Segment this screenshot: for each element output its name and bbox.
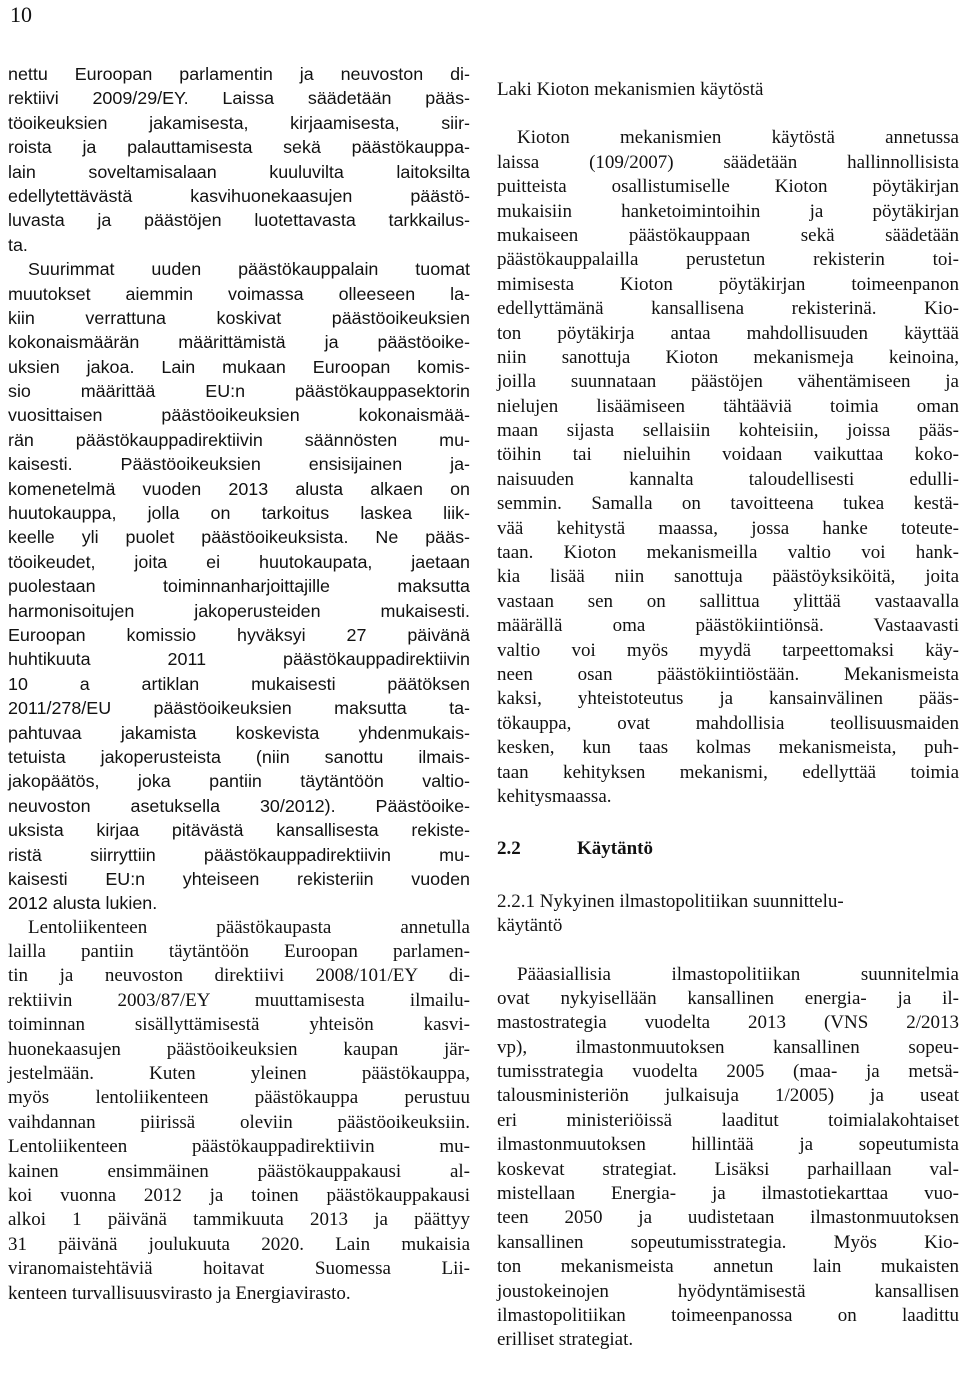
text-line: koskevat strategiat. Lisäksi parhaillaan val- — [497, 1158, 959, 1180]
text-line: kia lisää niin sanottuja päästöyksiköitä, joita — [497, 566, 959, 588]
text-line: 2012 alusta lukien. — [8, 893, 158, 914]
text-line: harmonisoitujen jakoperusteiden mukaisesti. — [8, 600, 470, 621]
section-number: 2.2 — [497, 838, 521, 860]
text-line: alkoi 1 päivänä tammikuuta 2013 ja päättyy — [8, 1209, 470, 1231]
text-line: mistellaan Energia- ja ilmastotiekarttaa vuo- — [497, 1183, 959, 1205]
text-line: kaisesti EU:n yhteiseen rekisteriin vuoden — [8, 868, 470, 889]
text-line: rektiivin 2003/87/EY muuttamisesta ilmailu- — [8, 989, 470, 1011]
text-line: mimisesta Kioton pöytäkirjan toimeenpanon — [497, 273, 959, 295]
text-line: joustokeinojen hyödyntämisestä kansallisen — [497, 1280, 959, 1302]
text-line: puitteista osallistumiselle Kioton pöytäkirjan — [497, 176, 959, 198]
text-line: ilmastopolitiikan toimeenpanossa on laadittu — [497, 1305, 959, 1326]
text-line: ta. — [8, 234, 28, 255]
text-line: erilliset strategiat. — [497, 1329, 634, 1351]
text-line: niin sanottuja Kioton mekanismeja keinoina, — [497, 346, 959, 368]
text-line: tin ja neuvoston direktiivi 2008/101/EY di- — [8, 965, 470, 987]
text-line: Lentoliikenteen päästökauppadirektiivin mu- — [8, 1136, 470, 1158]
text-line: Suurimmat uuden päästökauppalain tuomat — [28, 259, 470, 280]
text-line: taan kehityksen mekanismi, edellyttää toimia — [497, 761, 959, 783]
text-line: huonekaasujen päästöoikeuksien kaupan jär- — [8, 1038, 470, 1060]
text-line: tumisstrategia vuodelta 2005 (maa- ja metsä- — [497, 1061, 959, 1083]
text-line: naisuuden kannalta taloudellisesti edulli- — [497, 468, 959, 490]
text-line: nielujen lisäämiseen tähtääviä toimia oman — [497, 395, 959, 417]
section-heading — [497, 837, 959, 861]
text-line: kansallinen sopeutumisstrategia. Myös Kio- — [497, 1231, 959, 1253]
text-line: tökauppa, ovat mahdollisia teollisuusmaiden — [497, 712, 959, 734]
text-line: päästökauppalailla perustetun rekisterin toi- — [497, 249, 959, 271]
text-line: laissa (109/2007) säädetään hallinnollisista — [497, 151, 959, 173]
text-line: eri ministeriöissä laaditut toimialakohtaiset — [497, 1109, 959, 1131]
text-line: roista ja palauttamisesta sekä päästökauppa- — [8, 137, 470, 158]
text-line: semmin. Samalla on tavoitteena tukea kestä- — [497, 493, 959, 515]
text-line: 31 päivänä joulukuuta 2020. Lain mukaisia — [8, 1233, 470, 1255]
kyoto-law-paragraph — [497, 126, 959, 809]
right-column — [497, 62, 959, 1353]
text-line: lain soveltamisalaan kuuluvilta laitoksilta — [8, 161, 470, 182]
text-line: 10 a artiklan mukaisesti päätöksen — [8, 673, 470, 694]
text-line: 2011/278/EU päästöoikeuksien maksutta ta- — [8, 698, 470, 719]
text-line: käytäntö — [497, 915, 563, 937]
text-line: vastaan sen on sallittua ylittää vastaavalla — [497, 590, 959, 612]
text-line: viranomaistehtäviä hoitavat Suomessa Lii- — [8, 1258, 470, 1280]
text-line: pahtuvaa jakamista koskevista yhdenmukais- — [8, 722, 470, 743]
text-line: mukaiseen päästökauppaan sekä säädetään — [497, 224, 959, 246]
text-line: kaisesti. Päästöoikeuksien ensisijainen ja- — [8, 454, 470, 475]
text-line: vää kehitystä maassa, jossa hanke toteute- — [497, 517, 959, 539]
text-line: vp), ilmastonmuutoksen kansallinen sopeu- — [497, 1036, 959, 1058]
text-line: kesken, kun taas kolmas mekanismeista, puh- — [497, 737, 959, 759]
text-line: Kioton mekanismien käytöstä annetussa — [517, 127, 959, 149]
text-line: Euroopan komissio hyväksyi 27 päivänä — [8, 624, 470, 645]
text-line: jakopäätös, joka pantiin täytäntöön valtio- — [8, 771, 470, 792]
text-line: mastostrategia vuodelta 2013 (VNS 2/2013 — [497, 1012, 959, 1034]
text-line: määrällä oma päästökiintiönsä. Vastaavasti — [497, 615, 959, 637]
text-line: koi vuonna 2012 ja toinen päästökauppakausi — [8, 1184, 470, 1206]
left-column — [8, 62, 470, 1306]
text-line: luvasta ja päästöjen luotettavasta tarkkailus- — [8, 210, 470, 231]
text-line: ton mekanismeista annetun lain mukaisten — [497, 1256, 959, 1278]
text-line: keelle yli puolet päästöoikeuksista. Ne pääs- — [8, 527, 470, 548]
text-line: vuosittaisen päästöoikeuksien kokonaismää- — [8, 405, 470, 426]
text-line: kehitysmaassa. — [497, 785, 612, 807]
text-line: nettu Euroopan parlamentin ja neuvoston di- — [8, 64, 470, 84]
text-line: ovat nykyisellään kansallinen energia- ja il- — [497, 987, 959, 1009]
text-line: Pääasiallisia ilmastopolitiikan suunnitelmia — [517, 963, 959, 985]
text-line: ton pöytäkirja antaa mahdollisuuden käyttää — [497, 322, 959, 344]
left-paragraph — [8, 257, 470, 916]
text-line: neen osan päästökiintiöstään. Mekanismeista — [497, 664, 959, 685]
text-line: edellytettävästä kasvihuonekaasujen päästö- — [8, 185, 470, 206]
kyoto-law-heading: Laki Kioton mekanismien käytöstä — [497, 79, 764, 100]
text-line: vaihdannan piirissä oleviin päästöoikeuksiin. — [8, 1111, 470, 1133]
text-line: toiminnan sisällyttämisestä yhteisön kasvi- — [8, 1014, 470, 1036]
text-line: 2.2.1 Nykyinen ilmastopolitiikan suunnittelu- — [497, 890, 844, 912]
text-line: töihin tai nieluihin voidaan vaikuttaa koko- — [497, 444, 959, 466]
text-line: kiin verrattuna koskivat päästöoikeuksien — [8, 307, 470, 328]
climate-policy-paragraph — [497, 963, 959, 1353]
text-line: joilla suunnataan päästöjen vähentämiseen ja — [497, 371, 959, 393]
text-line: talousministeriön julkaisuja 1/2005) ja useat — [497, 1085, 959, 1107]
text-line: rektiivi 2009/29/EY. Laissa säädetään pääs- — [8, 88, 470, 109]
text-line: uksista kirjaa pitävästä kansallisesta rekiste- — [8, 820, 470, 841]
text-line: lailla pantiin täytäntöön Euroopan parlamen- — [8, 941, 470, 963]
text-line: sio määrittää EU:n päästökauppasektorin — [8, 381, 470, 402]
text-line: töoikeudet, joita ei huutokaupata, jaetaan — [8, 551, 470, 572]
text-line: muutokset aiemmin voimassa olleeseen la- — [8, 283, 470, 304]
text-line: tetuista jakoperusteista (niin sanottu ilmais- — [8, 746, 470, 767]
section-title: Käytäntö — [577, 838, 653, 860]
text-line: taan. Kioton mekanismeilla valtio voi hank- — [497, 542, 959, 564]
text-line: mukaisiin hanketoimintoihin ja pöytäkirjan — [497, 200, 959, 222]
page-number: 10 — [10, 2, 32, 27]
text-line: maan sijasta sellaisiin kohteisiin, joissa pääs- — [497, 420, 959, 442]
text-line: edellyttämänä kansallisena rekisterinä. Kio- — [497, 298, 959, 320]
text-line: rän päästökauppadirektiivin säännösten mu- — [8, 429, 470, 450]
text-line: kainen ensimmäinen päästökauppakausi al- — [8, 1160, 470, 1182]
text-line: huhtikuuta 2011 päästökauppadirektiivin — [8, 649, 470, 670]
text-line: uksien jakoa. Lain mukaan Euroopan komis- — [8, 356, 470, 377]
text-line: töoikeuksien jakamisesta, kirjaamisesta, siir- — [8, 112, 470, 133]
text-line: teen 2050 ja uudistetaan ilmastonmuutoksen — [497, 1207, 959, 1229]
text-line: myös lentoliikenteen päästökauppa perustuu — [8, 1087, 470, 1109]
text-line: kaksi, yhteistoteutus ja kansainvälinen pääs- — [497, 688, 959, 710]
subsection-heading — [497, 890, 959, 939]
text-line: neuvoston asetuksella 30/2012). Päästöoike- — [8, 795, 470, 816]
text-line: kokonaismäärän määrittämistä ja päästöoike- — [8, 332, 470, 353]
text-line: ristä siirryttiin päästökauppadirektiivin mu- — [8, 844, 470, 865]
text-line: valtio voi myös myydä tarpeettomaksi käy- — [497, 639, 959, 661]
text-line: jestelmään. Kuten yleinen päästökauppa, — [8, 1063, 470, 1085]
text-line: komenetelmä vuoden 2013 alusta alkaen on — [8, 478, 470, 499]
left-column-body — [8, 62, 470, 1306]
text-line: huutokauppa, jolla on tarkoitus laskea liik- — [8, 503, 470, 524]
text-line: kenteen turvallisuusvirasto ja Energiavirasto. — [8, 1282, 351, 1304]
text-line: ilmastonmuutoksen hillintää ja sopeutumista — [497, 1134, 959, 1156]
text-line: Lentoliikenteen päästökaupasta annetulla — [28, 916, 470, 938]
left-paragraph — [8, 62, 470, 257]
text-line: puolestaan toiminnanharjoittajille maksutta — [8, 576, 470, 597]
left-paragraph — [8, 916, 470, 1306]
